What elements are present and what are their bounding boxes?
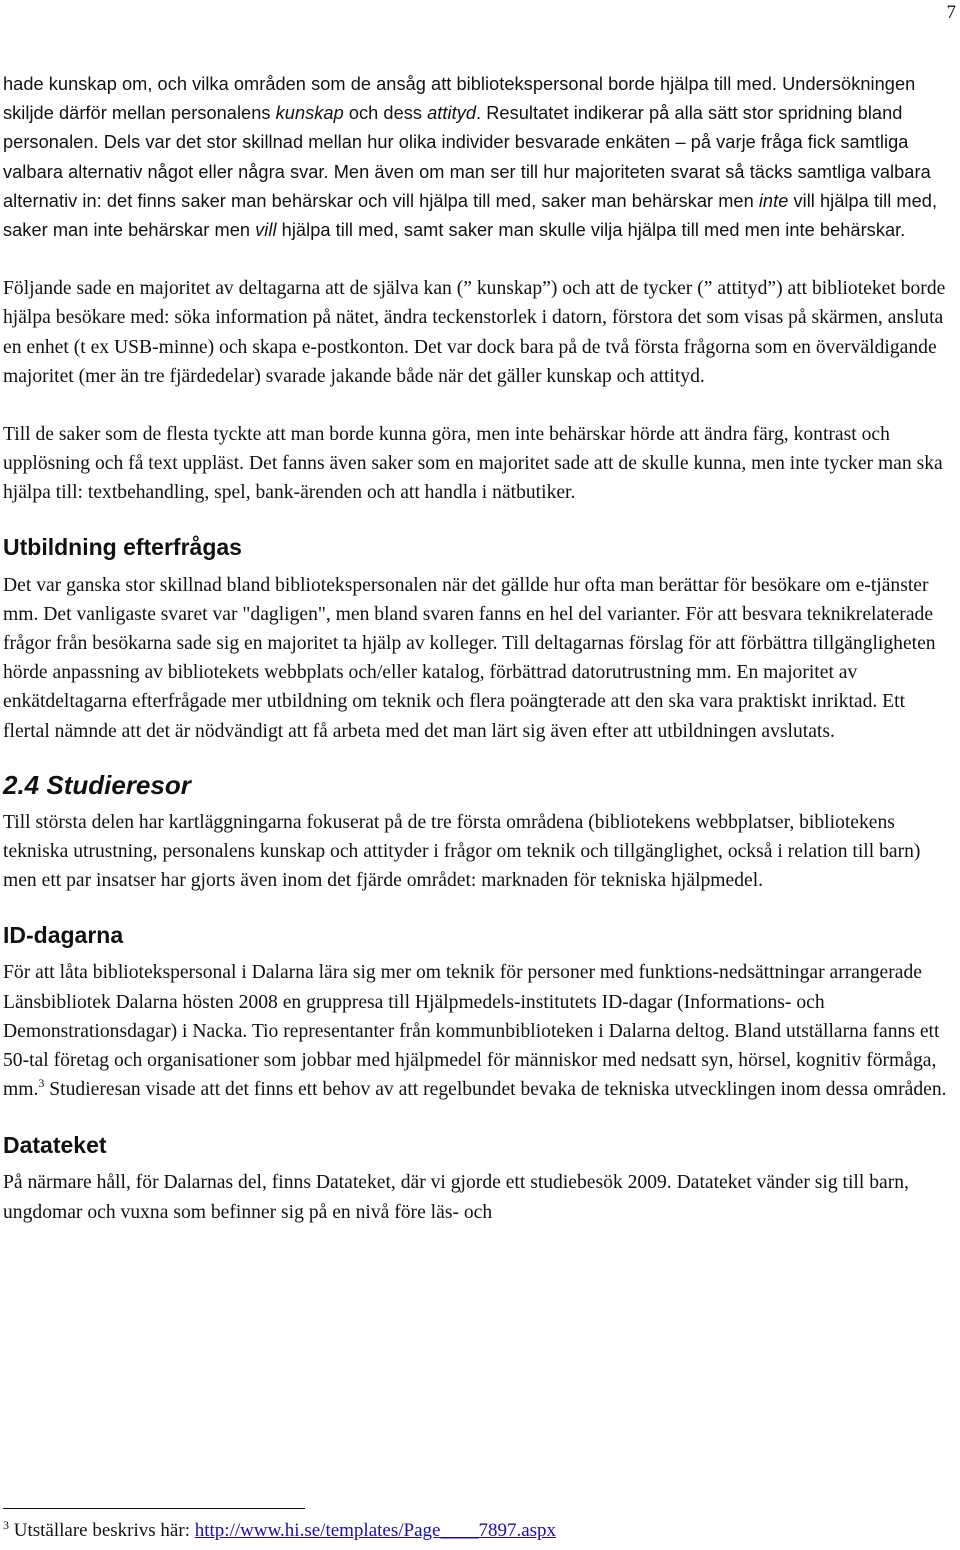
paragraph-id-dagarna — [3, 958, 955, 1104]
p1-em-inte: inte — [758, 190, 789, 211]
heading-id-dagarna: ID-dagarna — [3, 922, 124, 949]
footnote — [3, 1520, 556, 1542]
footnote-text: Utställare beskrivs här: — [9, 1520, 195, 1541]
p1-text-a: hade kunskap om, och vilka områden som de ansåg att bibliotekspersonal borde hjälpa till med. Undersökningen skiljde därför mellan personalens — [3, 74, 916, 124]
paragraph-survey-results — [3, 70, 955, 245]
p1-text-d: vill hjälpa till med, saker man inte behärskar men — [3, 190, 938, 241]
footnote-number: 3 — [3, 1518, 9, 1532]
heading-studieresor: 2.4 Studieresor — [3, 769, 191, 800]
paragraph-should-manage: Till de saker som de flesta tyckte att man borde kunna göra, men inte behärskar hörde att ändra färg, kontrast och upplösning och få text uppläst. Det fanns även saker som en majoritet sade att de skulle kunna, men inte tycker man ska hjälpa till: textbehandling, spel, bank-ärenden och att handla i nätbutiker. — [3, 424, 943, 504]
heading-utbildning: Utbildning efterfrågas — [3, 533, 242, 560]
p1-em-attityd: attityd — [427, 103, 477, 124]
p1-text-b: och dess — [343, 103, 428, 124]
p6-text-a: För att låta bibliotekspersonal i Dalarna lära sig mer om teknik för personer med funktions-nedsättningar arrangerade Länsbibliotek Dalarna hösten 2008 en gruppresa till Hjälpmedels-institutets ID-dagar (Informations- och Demonstrationsdagar) i Nacka. Tio representanter från kommunbiblioteken i Dalarna deltog. Bland utställarna fanns ett 50-tal företag och organisationer som jobbar med hjälpmedel för människor med nedsatt syn, hörsel, kognitiv förmåga, mm. — [3, 962, 940, 1101]
paragraph-education: Det var ganska stor skillnad bland bibliotekspersonalen när det gällde hur ofta man berättar för besökare om e-tjänster mm. Det vanligaste svaret var "dagligen", men bland svaren fanns en hel del varianter. För att besvara teknikrelaterade frågor från besökarna sade sig en majoritet ta hjälp av kolleger. Till deltagarnas förslag för att förbättra tillgängligheten hörde anpassning av bibliotekets webbplats och/eller katalog, förbättrad datorutrustning mm. En majoritet av enkätdeltagarna efterfrågade mer utbildning om teknik och flera poängterade att den ska vara praktiskt inriktad. Ett flertal nämnde att det är nödvändigt att få arbeta med det man lärt sig även efter att utbildningen avslutats. — [3, 574, 936, 742]
heading-datateket: Datateket — [3, 1132, 107, 1159]
page-number: 7 — [946, 2, 956, 23]
footnote-reference[interactable]: 3 — [38, 1076, 45, 1091]
p1-em-kunskap: kunskap — [275, 103, 344, 124]
p1-em-vill: vill — [255, 220, 277, 241]
paragraph-datateket: På närmare håll, för Dalarnas del, finns Datateket, där vi gjorde ett studiebesök 2009. Datateket vänder sig till barn, ungdomar och vuxna som befinner sig på en nivå före läs- och — [3, 1172, 909, 1223]
footnote-link[interactable]: http://www.hi.se/templates/Page____7897.aspx — [194, 1520, 557, 1541]
p6-text-b: Studieresan visade att det finns ett behov av att regelbundet bevaka de tekniska utvecklingen inom dessa områden. — [44, 1079, 947, 1101]
document-body — [3, 70, 955, 1227]
paragraph-majority-findings: Följande sade en majoritet av deltagarna att de själva kan (” kunskap”) och att de tycker (” attityd”) att biblioteket borde hjälpa besökare med: söka information på nätet, ändra teckenstorlek i datorn, förstora det som visas på skärmen, ansluta en enhet (t ex USB-minne) och skapa e-postkonton. Det var dock bara på de två första frågorna som en överväldigande majoritet (mer än tre fjärdedelar) svarade jakande både när det gäller kunskap och attityd. — [3, 278, 946, 387]
paragraph-studieresor: Till största delen har kartläggningarna fokuserat på de tre första områdena (bibliotekens webbplatser, bibliotekens tekniska utrustning, personalens kunskap och attityder i frågor om teknik och tillgänglighet, också i relation till barn) men ett par insatser har gjorts även inom det fjärde området: marknaden för tekniska hjälpmedel. — [3, 811, 921, 892]
p1-text-e: hjälpa till med, samt saker man skulle vilja hjälpa till med men inte behärskar. — [276, 220, 906, 241]
p1-text-c: . Resultatet indikerar på alla sätt stor spridning bland personalen. Dels var det stor skillnad mellan hur olika individer besvarade enkäten – på varje fråga fick samtliga valbara alternativ något eller några svar. Men även om man ser till hur majoriteten svarat så täcks samtliga valbara alternativ in: det finns saker man behärskar och vill hjälpa till med, saker man behärskar men — [3, 103, 931, 211]
footnote-divider — [3, 1508, 305, 1509]
